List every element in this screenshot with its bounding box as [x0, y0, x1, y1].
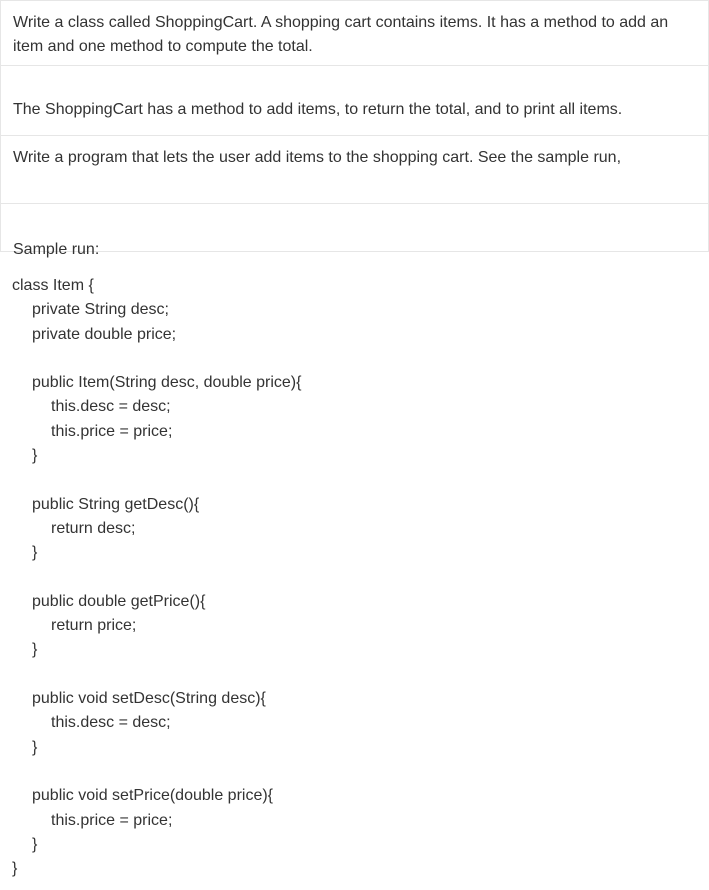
- code-line: private double price;: [32, 325, 177, 343]
- code-line: }: [32, 641, 38, 659]
- code-line: public void setDesc(String desc){: [32, 690, 266, 708]
- paragraph-block: [0, 204, 709, 258]
- code-line: [12, 566, 702, 590]
- code-line: }: [32, 544, 38, 562]
- code-line: }: [32, 835, 38, 853]
- code-sample: [12, 274, 702, 881]
- code-line: }: [12, 860, 18, 878]
- code-line: public String getDesc(){: [32, 495, 200, 513]
- code-line: class Item {: [12, 277, 94, 294]
- code-line: this.price = price;: [51, 422, 173, 440]
- code-line: public Item(String desc, double price){: [32, 374, 302, 392]
- code-line: }: [32, 447, 38, 465]
- code-line: [12, 468, 702, 492]
- code-line: }: [32, 738, 38, 756]
- paragraph-methods: The ShoppingCart has a method to add items, to return the total, and to print all items.: [13, 101, 623, 118]
- code-line: private String desc;: [32, 301, 169, 319]
- code-line: [12, 760, 702, 784]
- code-line: this.desc = desc;: [51, 714, 171, 732]
- code-line: this.desc = desc;: [51, 398, 171, 416]
- code-line: return desc;: [51, 519, 136, 537]
- code-line: [12, 663, 702, 687]
- paragraph-program: Write a program that lets the user add items to the shopping cart. See the sample run,: [13, 149, 622, 166]
- code-line: public double getPrice(){: [32, 592, 206, 610]
- paragraph-block: [0, 136, 709, 204]
- paragraph-block: [0, 0, 709, 66]
- code-line: return price;: [51, 617, 137, 635]
- paragraph-block: [0, 66, 709, 136]
- code-line: public void setPrice(double price){: [32, 787, 274, 805]
- code-line: this.price = price;: [51, 811, 173, 829]
- question-text: [0, 0, 709, 258]
- paragraph-task: Write a class called ShoppingCart. A shopping cart contains items. It has a method to add an item and one method to compute the total.: [13, 14, 669, 55]
- sample-run-label: Sample run:: [13, 241, 100, 258]
- code-line: [12, 347, 702, 371]
